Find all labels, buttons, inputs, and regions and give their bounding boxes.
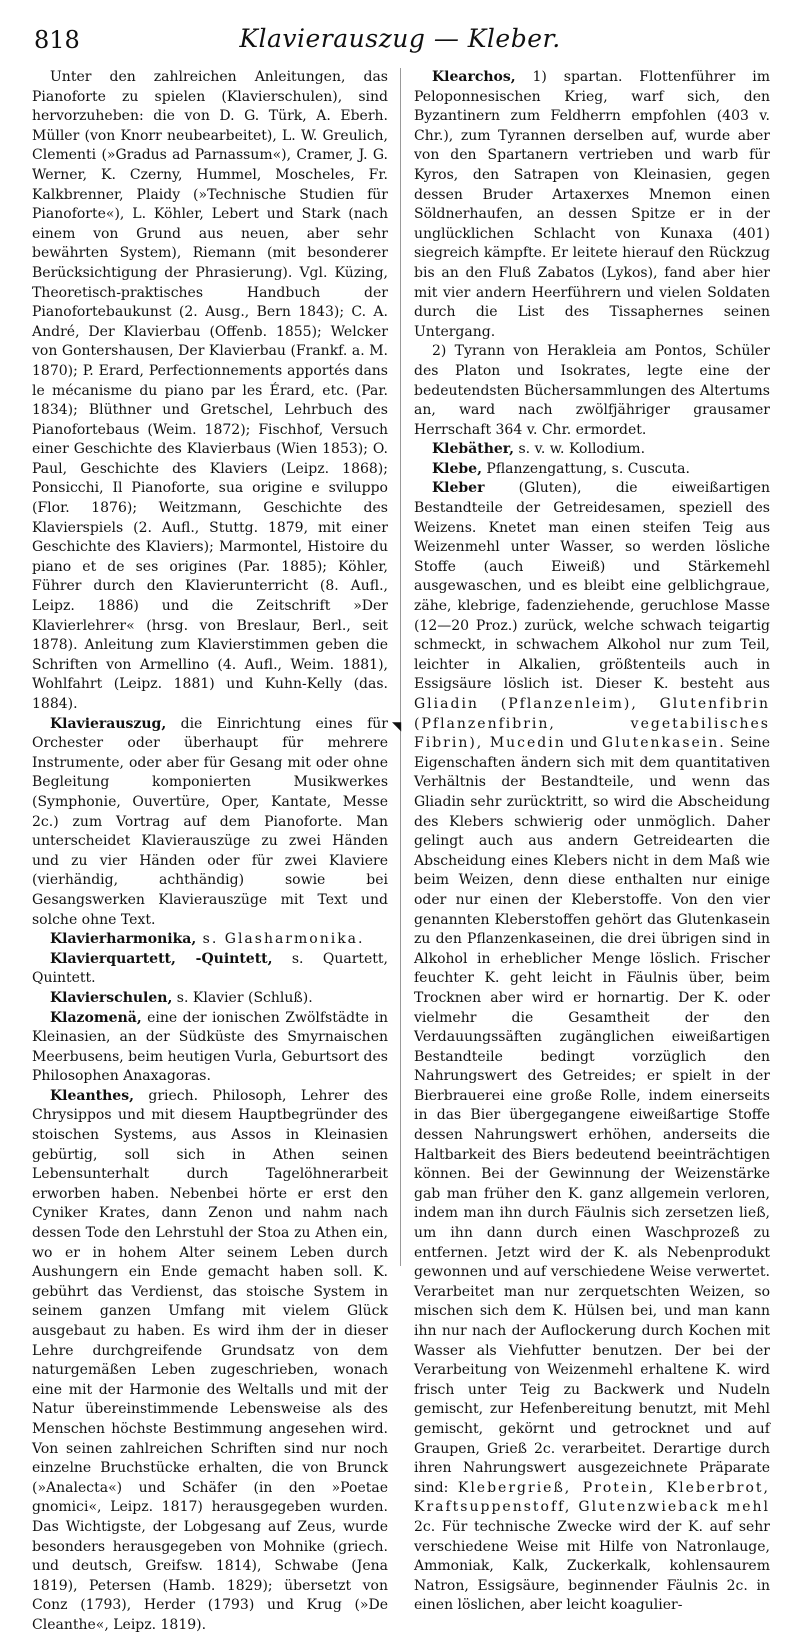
entry-text: 2c. Für technische Zwecke wird der K. auf sehr verschiedene Weise mit Hilfe von Natronlauge, Ammoniak, Kalk, Zuckerkalk, kohlensaurem Natron, Essigsäure, beginnender Fäulnis 2c. in einen löslichen, aber leicht koagulier-	[414, 1518, 770, 1614]
entry-headword: Klavierschulen,	[50, 989, 173, 1006]
entry-klearchos	[414, 68, 770, 342]
page-number: 818	[34, 26, 80, 54]
entry-text: s. Quartett, Quintett.	[32, 950, 388, 987]
entry-term-list: Klebergrieß, Protein, Kleberbrot, Kraftsuppenstoff, Glutenzwieback mehl	[414, 1479, 770, 1516]
entry-klazomenae	[32, 1009, 388, 1087]
entry-headword: Kleber	[432, 480, 485, 497]
entry-text: (Gluten), die eiweißartigen Bestandteile der Getreidesamen, speziell des Weizens. Knetet man einen steifen Teig aus Weizenmehl unter Wasser, so werden lösliche Stoffe (auch Eiweiß) und Stärkemehl ausgewaschen, und es bleibt eine gelblichgraue, zähe, klebrige, fadenziehende, geruchlose Masse (12—20 Proz.) zurück, welche schwach teigartig schmeckt, in schwachem Alkohol nur zum Teil, leichter in Alkalien, größtenteils auch in Essigsäure löslich ist. Dieser K. besteht aus	[414, 480, 770, 693]
right-column	[414, 68, 770, 1614]
entry-kleanthes	[32, 1087, 388, 1636]
entry-text: Unter den zahlreichen Anleitungen, das Pianoforte zu spielen (Klavierschulen), sind hervorzuheben: die von D. G. Türk, A. Eberh. Müller (von Knorr neubearbeitet), L. W. Greulich, Clementi (»Gradus ad Parnassum«), Cramer, J. G. Werner, K. Czerny, Hummel, Moscheles, Fr. Kalkbrenner, Plaidy (»Technische Studien für Pianoforte«), L. Köhler, Lebert und Stark (nach einem von Grund aus neuen, aber sehr bewährten System), Riemann (mit besonderer Berücksichtigung der Phrasierung). Vgl. Küzing, Theoretisch-praktisches Handbuch der Pianofortebaukunst (2. Ausg., Bern 1843); C. A. André, Der Klavierbau (Offenb. 1855); Welcker von Gontershausen, Der Klavierbau (Frankf. a. M. 1870); P. Erard, Perfectionnements apportés dans le mécanisme du piano par les Érard, etc. (Par. 1834); Blüthner und Gretschel, Lehrbuch des Pianofortebaus (Weim. 1872); Fischhof, Versuch einer Geschichte des Klavierbaus (Wien 1853); O. Paul, Geschichte des Klaviers (Leipz. 1868); Ponsicchi, Il Pianoforte, sua origine e sviluppo (Flor. 1876); Weitzmann, Geschichte des Klavierspiels (2. Aufl., Stuttg. 1879, mit einer Geschichte des Klaviers); Marmontel, Histoire du piano et de ses origines (Par. 1885); Köhler, Führer durch den Klavierunterricht (8. Aufl., Leipz. 1886) und die Zeitschrift »Der Klavierlehrer« (hrsg. von Breslaur, Berl., seit 1878). Anleitung zum Klavierstimmen geben die Schriften von Armellino (4. Aufl., Weim. 1881), Wohlfahrt (Leipz. 1881) und Kuhn-Kelly (das. 1884).	[32, 69, 388, 712]
margin-mark: ◥	[392, 719, 402, 733]
left-column	[32, 68, 388, 1633]
entry-text: 2) Tyrann von Herakleia am Pontos, Schüler des Platon und Isokrates, legte eine der bedeutendsten Büchersammlungen des Altertums an, ward nach zwölfjähriger grausamer Herrschaft 364 v. Chr. ermordet.	[414, 343, 770, 438]
entry-headword: Klazomenä,	[50, 1009, 142, 1026]
entry-headword: Klebäther,	[432, 441, 515, 458]
entry-headword: Klavierquartett, -Quintett,	[50, 950, 273, 967]
entry-text: eine der ionischen Zwölfstädte in Kleinasien, an der Südküste des Smyrnaischen Meerbusens, beim heutigen Vurla, Geburtsort des Philosophen Anaxagoras.	[32, 1009, 388, 1085]
entry-klebe	[414, 460, 770, 480]
entry-text: Seine Eigenschaften ändern sich mit dem quantitativen Verhältnis der Bestandteile, und wenn das Gliadin sehr zurücktritt, so wird die Abscheidung des Klebers schwierig oder unmöglich. Daher gelingt auch aus andern Getreidearten die Abscheidung eines Klebers nicht in dem Maß wie beim Weizen, denn diese enthalten nur einige oder nur einen der Kleberstoffe. Von den vier genannten Kleberstoffen gehört das Glutenkasein zu den Pflanzenkaseinen, die drei übrigen sind in Alkohol in erheblicher Menge löslich. Frischer feuchter K. geht leicht in Fäulnis über, beim Trocknen aber wird er hornartig. Der K. oder vielmehr die Gesamtheit der den Verdauungssäften zugänglichen eiweißartigen Bestandteile bedingt vorzüglich den Nahrungswert des Getreides; er spielt in der Bierbrauerei eine große Rolle, indem einerseits in das Bier übergegangene eiweißartige Stoffe dessen Nahrungswert erhöhen, anderseits die Haltbarkeit des Biers bedeutend beeinträchtigen können. Bei der Gewinnung der Weizenstärke gab man früher den K. ganz allgemein verloren, indem man ihn durch Fäulnis sich zersetzen ließ, um ihn dann durch einen Waschprozeß zu entfernen. Jetzt wird der K. als Nebenprodukt gewonnen und auf verschiedene Weise verwertet. Verarbeitet man nur zerquetschten Weizen, so mischen sich dem K. Hülsen bei, und man kann ihn nur nach der Auflockerung durch Kochen mit Wasser als Viehfutter benutzen. Der bei der Verarbeitung von Weizenmehl erhaltene K. wird frisch unter Teig zu Backwerk und Nudeln gemischt, zur Hefenbereitung benutzt, mit Mehl gemischt, gekörnt und getrocknet und auf Graupen, Grieß 2c. verarbeitet. Derartige durch ihren Nahrungswert ausgezeichnete Präparate sind:	[414, 735, 770, 1496]
entry-klavierauszug	[32, 715, 388, 931]
entry-klavierharmonika	[32, 930, 388, 950]
page-header	[28, 22, 772, 62]
entry-text: s. v. w. Kollodium.	[514, 441, 646, 458]
entry-klebaether	[414, 440, 770, 460]
entry-term: Glutenkasein.	[601, 735, 726, 752]
entry-headword: Klearchos,	[432, 69, 516, 85]
entry-text: Pflanzengattung, s. Cuscuta.	[481, 460, 690, 477]
entry-klearchos-2	[414, 342, 770, 440]
entry-text: s. Klavier (Schluß).	[172, 989, 313, 1006]
entry-text: und	[565, 735, 602, 752]
entry-text: die Einrichtung eines für Orchester oder überhaupt für mehrere Instrumente, oder aber für Gesang mit oder ohne Begleitung komponierten Musikwerkes (Symphonie, Ouvertüre, Oper, Kantate, Messe 2c.) zum Vortrag auf dem Pianoforte. Man unterscheidet Klavierauszüge zu zwei Händen und zu vier Händen oder für zwei Klaviere (vierhändig, achthändig) sowie bei Gesangswerken Klavierauszüge mit Text und solche ohne Text.	[32, 715, 388, 928]
entry-headword: Kleanthes,	[50, 1087, 134, 1104]
entry-headword: Klavierauszug,	[50, 715, 167, 732]
entry-klavier-literature	[32, 68, 388, 715]
entry-text: griech. Philosoph, Lehrer des Chrysippos und mit diesem Hauptbegründer des stoischen Systems, aus Assos in Kleinasien gebürtig, soll sich in Athen seinen Lebensunterhalt durch Tagelöhnerarbeit erworben haben. Nebenbei hörte er erst den Cyniker Krates, dann Zenon und nahm nach dessen Tode den Lehrstuhl der Stoa zu Athen ein, wo er in hohem Alter seinem Leben durch Aushungern ein Ende gemacht haben soll. K. gebührt das Verdienst, das stoische System in seinem ganzen Umfang mit vielem Glück ausgebaut zu haben. Es wird ihm der in dieser Lehre durchgreifende Grundsatz von dem naturgemäßen Leben zugeschrieben, wonach eine mit der Harmonie des Weltalls und mit der Natur übereinstimmende Lebensweise als des Menschen höchste Bestimmung angesehen wird. Von seinen zahlreichen Schriften sind nur noch einzelne Bruchstücke erhalten, die von Brunck (»Analecta«) und Schäfer (in den »Poetae gnomici«, Leipz. 1817) herausgegeben wurden. Das Wichtigste, der Lobgesang auf Zeus, wurde besonders herausgegeben von Mohnike (griech. und deutsch, Greifsw. 1814), Schwabe (Jena 1819), Petersen (Hamb. 1829); übersetzt von Conz (1793), Herder (1793) und Krug (»De Cleanthe«, Leipz. 1819).	[32, 1087, 388, 1633]
entry-kleber	[414, 479, 770, 1615]
entry-text: s. Glasharmonika.	[196, 931, 365, 948]
page-title: Klavierauszug — Kleber.	[239, 24, 561, 53]
entry-term-list: Gliadin (Pflanzenleim), Glutenfibrin (Pflanzenfibrin, vegetabilisches Fibrin), Mucedin	[414, 696, 770, 752]
entry-headword: Klebe,	[432, 460, 482, 477]
entry-headword: Klavierharmonika,	[50, 931, 197, 948]
entry-klavierschulen	[32, 989, 388, 1009]
entry-klavierquartett	[32, 950, 388, 989]
column-divider	[400, 68, 401, 1266]
entry-text: 1) spartan. Flottenführer im Peloponnesischen Krieg, warf sich, den Byzantinern zum Feldherrn empfohlen (403 v. Chr.), zum Tyrannen derselben auf, wurde aber von den Spartanern vertrieben und warb für Kyros, den Satrapen von Kleinasien, gegen dessen Bruder Artaxerxes Mnemon einen Söldnerhaufen, an dessen Spitze er in der unglücklichen Schlacht von Kunaxa (401) siegreich kämpfte. Er leitete hierauf den Rückzug bis an den Fluß Zabatos (Lykos), fand aber hier mit vier andern Heerführern und vielen Soldaten durch die List des Tissaphernes seinen Untergang.	[414, 69, 770, 340]
